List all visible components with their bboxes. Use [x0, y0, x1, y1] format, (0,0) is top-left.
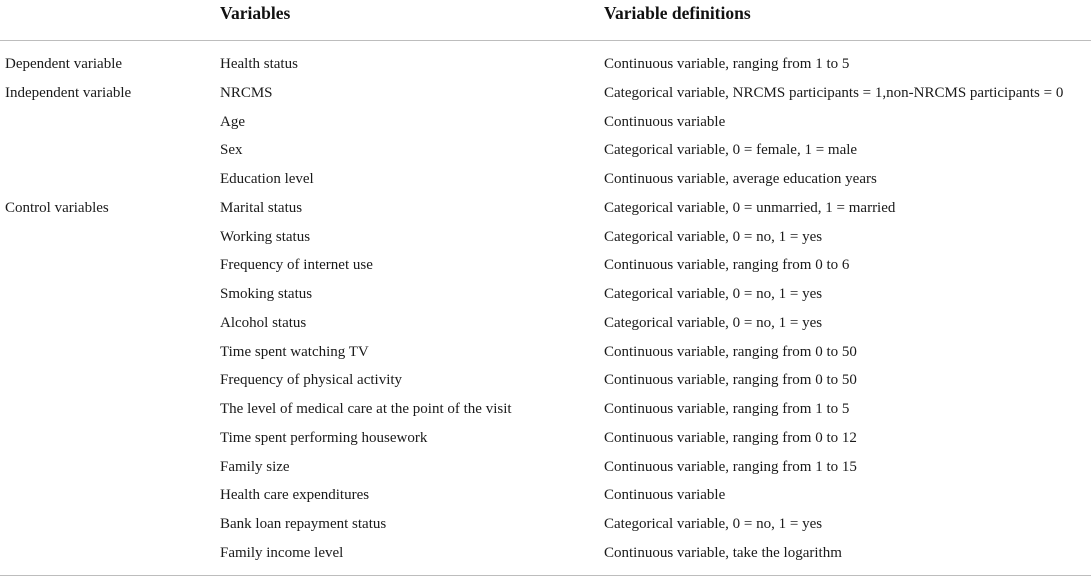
table-row [0, 366, 1091, 395]
variable-cell: Time spent performing housework [220, 429, 428, 446]
table-row [0, 79, 1091, 108]
definition-cell: Categorical variable, 0 = no, 1 = yes [604, 516, 823, 532]
table-row [0, 510, 1091, 539]
variable-cell: Health status [220, 56, 298, 72]
variable-cell: Education level [220, 171, 314, 187]
variable-cell: Time spent watching TV [220, 343, 369, 360]
table-row [0, 453, 1091, 482]
definition-cell: Continuous variable [604, 487, 726, 504]
definition-cell: Continuous variable, ranging from 1 to 5 [604, 56, 850, 72]
definition-cell: Continuous variable, ranging from 0 to 50 [604, 372, 857, 389]
variable-cell: Sex [220, 142, 243, 159]
group-cell: Control variables [5, 199, 109, 216]
table-row [0, 50, 1091, 79]
table-row [0, 338, 1091, 367]
definition-cell: Continuous variable, ranging from 0 to 12 [604, 429, 857, 446]
table-row [0, 481, 1091, 510]
table-row [0, 395, 1091, 424]
definition-cell: Categorical variable, 0 = no, 1 = yes [604, 286, 823, 302]
definition-cell: Categorical variable, 0 = female, 1 = male [604, 142, 858, 159]
variable-cell: Family income level [220, 544, 344, 561]
header-definitions: Variable definitions [604, 3, 751, 23]
variable-cell: Alcohol status [220, 314, 307, 331]
variable-cell: Frequency of internet use [220, 257, 373, 274]
definition-cell: Continuous variable, ranging from 0 to 50 [604, 343, 857, 360]
table-row [0, 424, 1091, 453]
table-header [0, 0, 1091, 41]
group-cell: Independent variable [5, 84, 132, 101]
header-variables: Variables [220, 3, 291, 23]
group-cell: Dependent variable [5, 56, 123, 72]
definition-cell: Continuous variable, take the logarithm [604, 544, 842, 561]
table-row [0, 223, 1091, 252]
variable-cell: The level of medical care at the point of the visit [220, 401, 512, 417]
definition-cell: Categorical variable, NRCMS participants = 1,non-NRCMS participants = 0 [604, 84, 1064, 101]
definition-cell: Continuous variable [604, 113, 726, 130]
variable-cell: Marital status [220, 199, 303, 216]
table-row [0, 136, 1091, 165]
variable-cell: Bank loan repayment status [220, 516, 387, 532]
variable-cell: Frequency of physical activity [220, 372, 403, 389]
variable-cell: Working status [220, 228, 311, 245]
variable-cell: Family size [220, 458, 290, 475]
table-row [0, 280, 1091, 309]
table-row [0, 251, 1091, 280]
table-body [0, 50, 1091, 568]
table-row [0, 539, 1091, 568]
definition-cell: Categorical variable, 0 = no, 1 = yes [604, 314, 823, 331]
definition-cell: Continuous variable, ranging from 1 to 15 [604, 458, 857, 475]
table-row [0, 194, 1091, 223]
table-row [0, 108, 1091, 137]
table-row [0, 309, 1091, 338]
table-bottom-rule [0, 575, 1091, 576]
variable-cell: Age [220, 113, 245, 130]
definition-cell: Categorical variable, 0 = unmarried, 1 = married [604, 199, 896, 216]
variable-cell: NRCMS [220, 84, 273, 101]
variable-cell: Smoking status [220, 286, 313, 302]
definition-cell: Continuous variable, ranging from 0 to 6 [604, 257, 850, 274]
definition-cell: Categorical variable, 0 = no, 1 = yes [604, 228, 823, 245]
table-row [0, 165, 1091, 194]
variable-cell: Health care expenditures [220, 487, 370, 504]
definition-cell: Continuous variable, average education years [604, 171, 877, 187]
definition-cell: Continuous variable, ranging from 1 to 5 [604, 401, 850, 417]
